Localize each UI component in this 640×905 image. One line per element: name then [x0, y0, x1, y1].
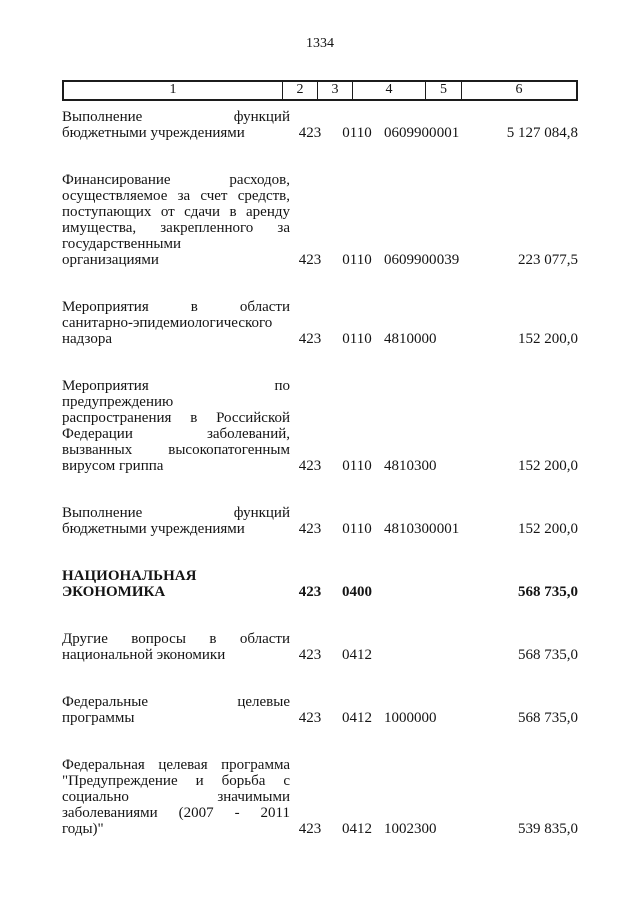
row-name-line: заболеваниями (2007 - 2011 — [62, 805, 290, 821]
row-name-line: Мероприятия по — [62, 378, 290, 394]
row-code-col5: 001 — [436, 521, 460, 537]
table-row — [62, 568, 578, 600]
table-header-cell-4: 4 — [353, 82, 426, 99]
row-amount: 568 735,0 — [518, 584, 578, 600]
row-name — [62, 568, 290, 600]
row-code-col2: 423 — [298, 252, 322, 268]
row-code-col4: 4810300 — [384, 458, 437, 474]
row-code-col3: 0412 — [342, 710, 372, 726]
row-code-col3: 0400 — [342, 584, 372, 600]
row-code-col5: 039 — [436, 252, 460, 268]
table-row — [62, 172, 578, 268]
row-amount: 152 200,0 — [518, 521, 578, 537]
row-name — [62, 109, 290, 141]
table-row — [62, 757, 578, 837]
row-name-line: Финансирование расходов, — [62, 172, 290, 188]
table-row — [62, 378, 578, 474]
row-code-col3: 0412 — [342, 647, 372, 663]
row-amount: 5 127 084,8 — [506, 125, 578, 141]
table-row — [62, 694, 578, 726]
row-code-col2: 423 — [298, 584, 322, 600]
row-name-line: годы)" — [62, 821, 104, 837]
row-name-line: вирусом гриппа — [62, 458, 164, 474]
row-code-col3: 0110 — [342, 521, 372, 537]
row-code-col2: 423 — [298, 821, 322, 837]
row-amount: 568 735,0 — [518, 647, 578, 663]
row-name-line: имущества, закрепленного за — [62, 220, 290, 236]
table-row — [62, 109, 578, 141]
row-code-col4: 0609900 — [384, 125, 437, 141]
row-code-col3: 0110 — [342, 252, 372, 268]
table-header-cell-3: 3 — [318, 82, 353, 99]
table-header-cell-6: 6 — [515, 82, 523, 97]
row-code-col2: 423 — [298, 647, 322, 663]
row-name-line: национальной экономики — [62, 647, 226, 663]
row-name-line: Федерации заболеваний, — [62, 426, 290, 442]
row-code-col3: 0110 — [342, 458, 372, 474]
row-code-col2: 423 — [298, 521, 322, 537]
row-code-col4: 0609900 — [384, 252, 437, 268]
table-row — [62, 299, 578, 347]
row-amount: 539 835,0 — [518, 821, 578, 837]
row-name-line: организациями — [62, 252, 159, 268]
page-number: 1334 — [306, 36, 334, 51]
row-name-line: санитарно-эпидемиологического — [62, 315, 273, 331]
table-row — [62, 631, 578, 663]
row-name-line: Другие вопросы в области — [62, 631, 290, 647]
row-amount: 568 735,0 — [518, 710, 578, 726]
row-name — [62, 757, 290, 837]
table-row — [62, 505, 578, 537]
row-code-col2: 423 — [298, 125, 322, 141]
row-name-line: государственными — [62, 236, 181, 252]
row-code-col3: 0110 — [342, 331, 372, 347]
row-name-line: вызванных высокопатогенным — [62, 442, 290, 458]
row-name-line: бюджетными учреждениями — [62, 125, 245, 141]
table-header-cell-2: 2 — [283, 82, 318, 99]
row-code-col2: 423 — [298, 710, 322, 726]
row-name — [62, 505, 290, 537]
row-name-line: "Предупреждение и борьба с — [62, 773, 290, 789]
table-body — [0, 109, 640, 837]
table-header-row — [62, 80, 578, 101]
row-name — [62, 299, 290, 347]
row-code-col4: 1000000 — [384, 710, 437, 726]
row-code-col5: 001 — [436, 125, 460, 141]
row-name — [62, 694, 290, 726]
table-header-cell-1: 1 — [64, 82, 283, 99]
row-name-line: распространения в Российской — [62, 410, 290, 426]
row-name-line: осуществляемое за счет средств, — [62, 188, 290, 204]
row-amount: 152 200,0 — [518, 331, 578, 347]
row-name-line: НАЦИОНАЛЬНАЯ — [62, 568, 197, 584]
table-header-cell-5: 5 — [426, 82, 462, 99]
row-name — [62, 631, 290, 663]
row-name-line: Мероприятия в области — [62, 299, 290, 315]
row-code-col4: 4810300 — [384, 521, 437, 537]
row-amount: 223 077,5 — [518, 252, 578, 268]
row-name-line: предупреждению — [62, 394, 174, 410]
row-name-line: поступающих от сдачи в аренду — [62, 204, 290, 220]
row-name-line: ЭКОНОМИКА — [62, 584, 166, 600]
row-code-col3: 0110 — [342, 125, 372, 141]
row-name-line: бюджетными учреждениями — [62, 521, 245, 537]
row-name-line: Выполнение функций — [62, 505, 290, 521]
row-amount: 152 200,0 — [518, 458, 578, 474]
row-name-line: надзора — [62, 331, 112, 347]
row-code-col4: 1002300 — [384, 821, 437, 837]
row-code-col2: 423 — [298, 331, 322, 347]
row-code-col4: 4810000 — [384, 331, 437, 347]
row-name-line: программы — [62, 710, 135, 726]
row-name — [62, 172, 290, 268]
row-name-line: Выполнение функций — [62, 109, 290, 125]
row-name-line: Федеральная целевая программа — [62, 757, 290, 773]
row-name-line: Федеральные целевые — [62, 694, 290, 710]
row-code-col2: 423 — [298, 458, 322, 474]
row-code-col3: 0412 — [342, 821, 372, 837]
row-name-line: социально значимыми — [62, 789, 290, 805]
row-name — [62, 378, 290, 474]
